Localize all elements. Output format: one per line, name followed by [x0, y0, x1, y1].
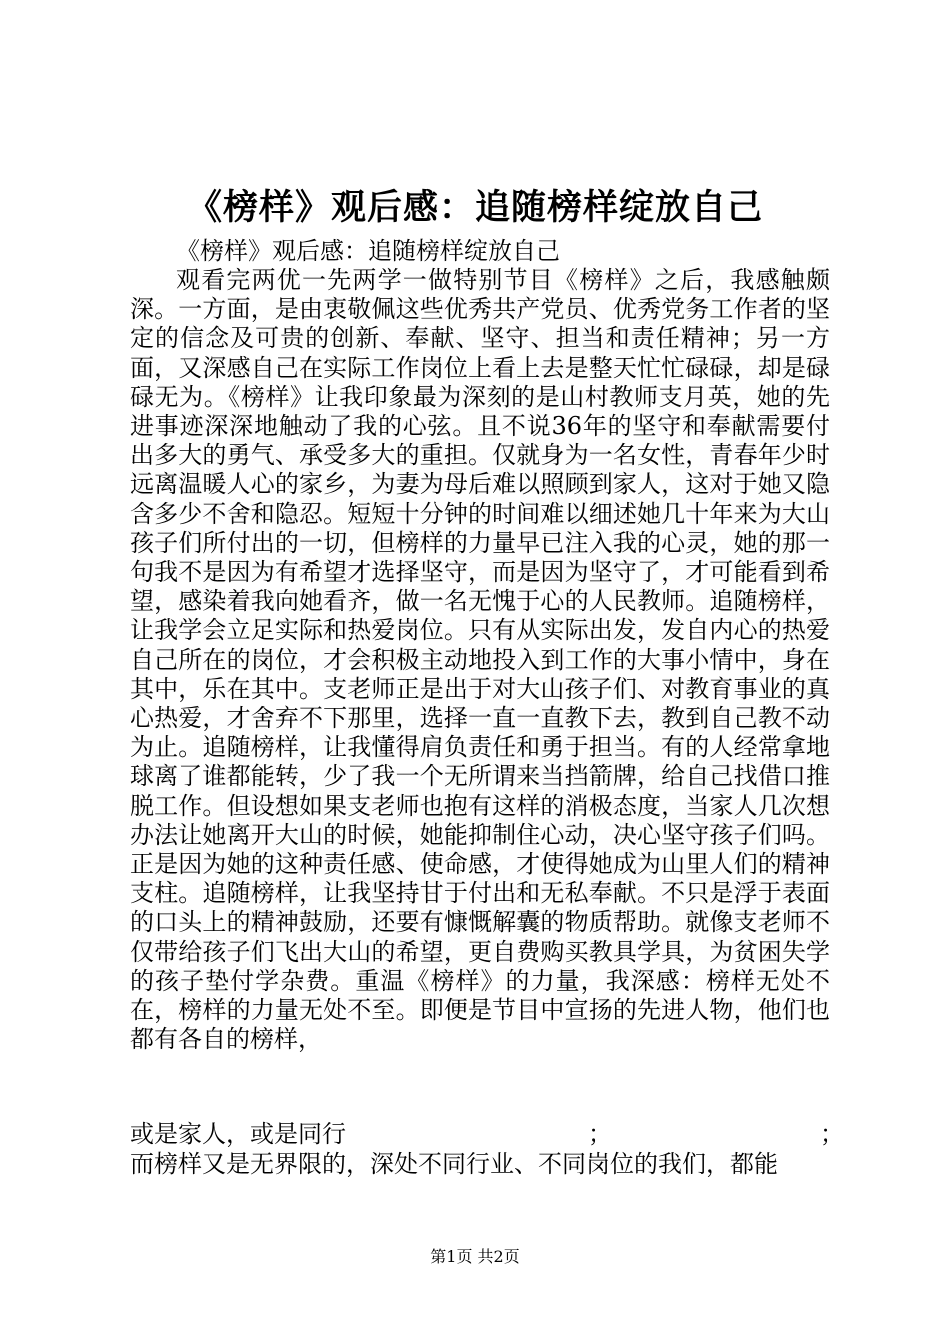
- body-last-line: 而榜样又是无界限的，深处不同行业、不同岗位的我们，都能: [130, 1150, 778, 1178]
- split-line-segment-a: 或是家人，或是同行: [130, 1120, 346, 1148]
- page-number-footer: 第1页 共2页: [430, 1247, 520, 1266]
- split-line: [130, 1120, 844, 1149]
- body-paragraph: 观看完两优一先两学一做特别节目《榜样》之后，我感触颇深。一方面，是由衷敬佩这些优秀共产党员、优秀党务工作者的坚定的信念及可贵的创新、奉献、坚守、担当和责任精神；另一方面，又深感自己在实际工作岗位上看上去是整天忙忙碌碌，却是碌碌无为。《榜样》让我印象最为深刻的是山村教师支月英，她的先进事迹深深地触动了我的心弦。且不说36年的坚守和奉献需要付出多大的勇气、承受多大的重担。仅就身为一名女性，青春年少时远离温暖人心的家乡，为妻为母后难以照顾到家人，这对于她又隐含多少不舍和隐忍。短短十分钟的时间难以细述她几十年来为大山孩子们所付出的一切，但榜样的力量早已注入我的心灵，她的那一句我不是因为有希望才选择坚守，而是因为坚守了，才可能看到希望，感染着我向她看齐，做一名无愧于心的人民教师。追随榜样，让我学会立足实际和热爱岗位。只有从实际出发，发自内心的热爱自己所在的岗位，才会积极主动地投入到工作的大事小情中，身在其中，乐在其中。支老师正是出于对大山孩子们、对教育事业的真心热爱，才舍弃不下那里，选择一直一直教下去，教到自己教不动为止。追随榜样，让我懂得肩负责任和勇于担当。有的人经常拿地球离了谁都能转，少了我一个无所谓来当挡箭牌，给自己找借口推脱工作。但设想如果支老师也抱有这样的消极态度，当家人几次想办法让她离开大山的时候，她能抑制住心动，决心坚守孩子们吗。正是因为她的这种责任感、使命感，才使得她成为山里人们的精神支柱。追随榜样，让我坚持甘于付出和无私奉献。不只是浮于表面的口头上的精神鼓励，还要有慷慨解囊的物质帮助。就像支老师不仅带给孩子们飞出大山的希望，更自费购买教具学具，为贫困失学的孩子垫付学杂费。重温《榜样》的力量，我深感：榜样无处不在，榜样的力量无处不至。即便是节目中宣扬的先进人物，他们也都有各自的榜样，: [130, 266, 830, 1054]
- split-line-segment-c: ；: [820, 1120, 844, 1148]
- split-line-segment-b: ；: [588, 1120, 612, 1148]
- document-subtitle: 《榜样》观后感：追随榜样绽放自己: [176, 237, 560, 265]
- document-title: 《榜样》观后感：追随榜样绽放自己: [186, 187, 763, 228]
